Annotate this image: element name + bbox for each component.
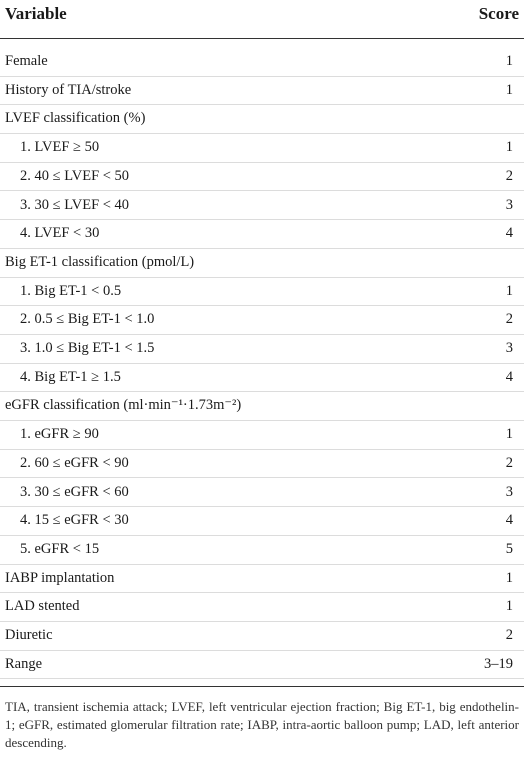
row-label: 4. Big ET-1 ≥ 1.5 xyxy=(20,368,121,385)
row-label: 2. 0.5 ≤ Big ET-1 < 1.0 xyxy=(20,311,155,328)
table-row xyxy=(0,48,524,77)
row-label: Diuretic xyxy=(5,627,53,643)
row-label: 2. 40 ≤ LVEF < 50 xyxy=(20,167,130,184)
table-row xyxy=(0,364,524,393)
table-row xyxy=(0,565,524,594)
table-row xyxy=(0,421,524,450)
table-row xyxy=(0,593,524,622)
header-variable: Variable xyxy=(5,4,67,23)
table-row xyxy=(0,507,524,536)
table-row xyxy=(0,622,524,651)
row-label: History of TIA/stroke xyxy=(5,81,132,98)
row-score: 4 xyxy=(505,512,513,529)
row-score: 1 xyxy=(505,139,513,156)
table-footnote: TIA, transient ischemia attack; LVEF, left ventricular ejection fraction; Big ET-1, big endothelin-1; eGFR, estimated glomerular filtration rate; IABP, intra-aortic balloon pump; LAD, left anterior descending. xyxy=(5,699,519,750)
table-row xyxy=(0,278,524,307)
row-score: 3 xyxy=(505,483,513,500)
row-label: Big ET-1 classification (pmol/L) xyxy=(5,253,195,270)
table-row xyxy=(0,192,524,221)
row-label: Female xyxy=(5,53,48,69)
table-row xyxy=(0,392,524,421)
row-score: 2 xyxy=(505,167,513,184)
row-score: 1 xyxy=(505,53,513,69)
row-score: 5 xyxy=(505,540,513,557)
row-label: 2. 60 ≤ eGFR < 90 xyxy=(20,454,129,471)
row-score: 1 xyxy=(505,282,513,299)
table-row xyxy=(0,77,524,106)
bottom-rule xyxy=(0,686,524,687)
row-score: 1 xyxy=(505,426,513,443)
row-score: 1 xyxy=(505,569,513,586)
table-row xyxy=(0,479,524,508)
table-row xyxy=(0,163,524,192)
row-score: 1 xyxy=(505,598,513,615)
table-row xyxy=(0,536,524,565)
row-label: 3. 30 ≤ LVEF < 40 xyxy=(20,196,130,213)
row-label: LVEF classification (%) xyxy=(5,110,146,127)
row-label: 1. Big ET-1 < 0.5 xyxy=(20,282,122,299)
table-row xyxy=(0,220,524,249)
row-label: Range xyxy=(5,655,43,672)
table-row xyxy=(0,249,524,278)
row-score: 4 xyxy=(505,225,513,242)
table-row xyxy=(0,306,524,335)
row-score: 2 xyxy=(505,454,513,471)
row-label: IABP implantation xyxy=(5,569,115,586)
table-row xyxy=(0,134,524,163)
row-label: eGFR classification (ml·min⁻¹·1.73m⁻²) xyxy=(5,397,242,414)
row-score: 3 xyxy=(505,196,513,213)
table-row xyxy=(0,105,524,134)
table-row xyxy=(0,450,524,479)
row-score: 1 xyxy=(505,81,513,98)
table-row xyxy=(0,651,524,680)
header-score: Score xyxy=(478,4,519,23)
row-label: LAD stented xyxy=(5,598,80,615)
row-label: 1. LVEF ≥ 50 xyxy=(20,139,100,156)
row-score: 4 xyxy=(505,368,513,385)
table-row xyxy=(0,335,524,364)
row-label: 5. eGFR < 15 xyxy=(20,540,100,557)
row-label: 3. 1.0 ≤ Big ET-1 < 1.5 xyxy=(20,340,155,356)
table-header xyxy=(0,0,524,39)
row-label: 4. LVEF < 30 xyxy=(20,225,100,242)
row-label: 4. 15 ≤ eGFR < 30 xyxy=(20,512,129,529)
row-label: 1. eGFR ≥ 90 xyxy=(20,426,99,443)
row-score: 2 xyxy=(505,627,513,643)
row-label: 3. 30 ≤ eGFR < 60 xyxy=(20,483,129,500)
row-score: 3 xyxy=(505,340,513,356)
row-score: 3–19 xyxy=(484,655,513,672)
row-score: 2 xyxy=(505,311,513,328)
